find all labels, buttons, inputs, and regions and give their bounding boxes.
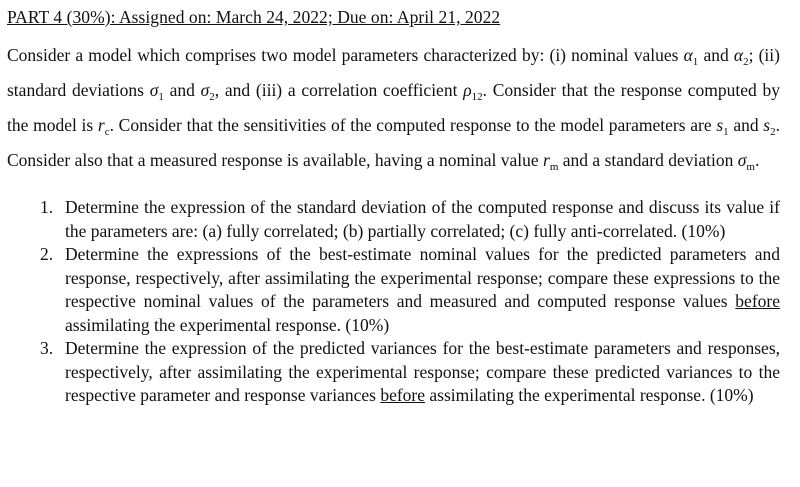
- s-1-symbol: $s_1$: [716, 115, 729, 138]
- underlined-word: before: [735, 291, 780, 311]
- intro-text: ; (ii) standard deviations: [7, 45, 780, 100]
- question-text: assimilating the experimental response. (10%): [65, 314, 390, 335]
- intro-text: and a standard deviation: [558, 150, 738, 170]
- intro-text: . Consider also that a measured response is available, having a nominal value: [7, 115, 780, 170]
- r-m-symbol: $r_m$: [543, 150, 559, 173]
- underlined-word: before: [380, 385, 426, 405]
- intro-text: Consider a model which comprises two model parameters characterized by: (i) nominal values: [7, 45, 684, 65]
- intro-text: and: [163, 80, 201, 100]
- sigma-1-symbol: $\sigma_1$: [149, 80, 164, 103]
- intro-text: and: [728, 115, 764, 135]
- sigma-2-symbol: $\sigma_2$: [200, 80, 215, 103]
- question-number: 3.: [40, 338, 54, 358]
- r-c-symbol: $r_c$: [97, 115, 110, 138]
- question-number: 1.: [40, 197, 54, 217]
- intro-paragraph: [7, 41, 780, 181]
- question-number: 2.: [40, 244, 54, 264]
- intro-text: .: [754, 150, 760, 170]
- question-text: assimilating the experimental response. (10%): [425, 385, 754, 405]
- question-item: [7, 196, 780, 243]
- question-text: Determine the expression of the standard deviation of the computed response and discuss its value if the parameters are: (a) fully correlated; (b) partially correlated; (c) fully anti-correlated. (10%): [65, 197, 780, 241]
- rho-12-symbol: $\rho_{12}$: [463, 80, 483, 103]
- question-text: Determine the expressions of the best-estimate nominal values for the predicted parameters and response, respectively, after assimilating the experimental response; compare these expressions to the respective nominal values of the parameters and measured and computed response values: [65, 244, 780, 311]
- intro-text: , and (iii) a correlation coefficient: [214, 80, 464, 100]
- s-2-symbol: $s_2$: [763, 115, 776, 138]
- part-heading: PART 4 (30%): Assigned on: March 24, 2022; Due on: April 21, 2022: [7, 7, 501, 27]
- question-item: [7, 243, 780, 337]
- intro-text: . Consider that the response computed by the model is: [7, 80, 780, 135]
- intro-text: and: [703, 45, 734, 65]
- alpha-1-symbol: $\alpha_1$: [683, 45, 699, 68]
- question-text: Determine the expression of the predicted variances for the best-estimate parameters and responses, respectively, after assimilating the experimental response; compare these predicted variances to the respective parameter and response variances: [65, 338, 780, 405]
- intro-text: . Consider that the sensitivities of the computed response to the model parameters are: [109, 115, 717, 135]
- sigma-m-symbol: $\sigma_m$: [737, 150, 755, 173]
- question-item: [7, 337, 780, 408]
- alpha-2-symbol: $\alpha_2$: [733, 45, 749, 68]
- question-list: [7, 196, 780, 408]
